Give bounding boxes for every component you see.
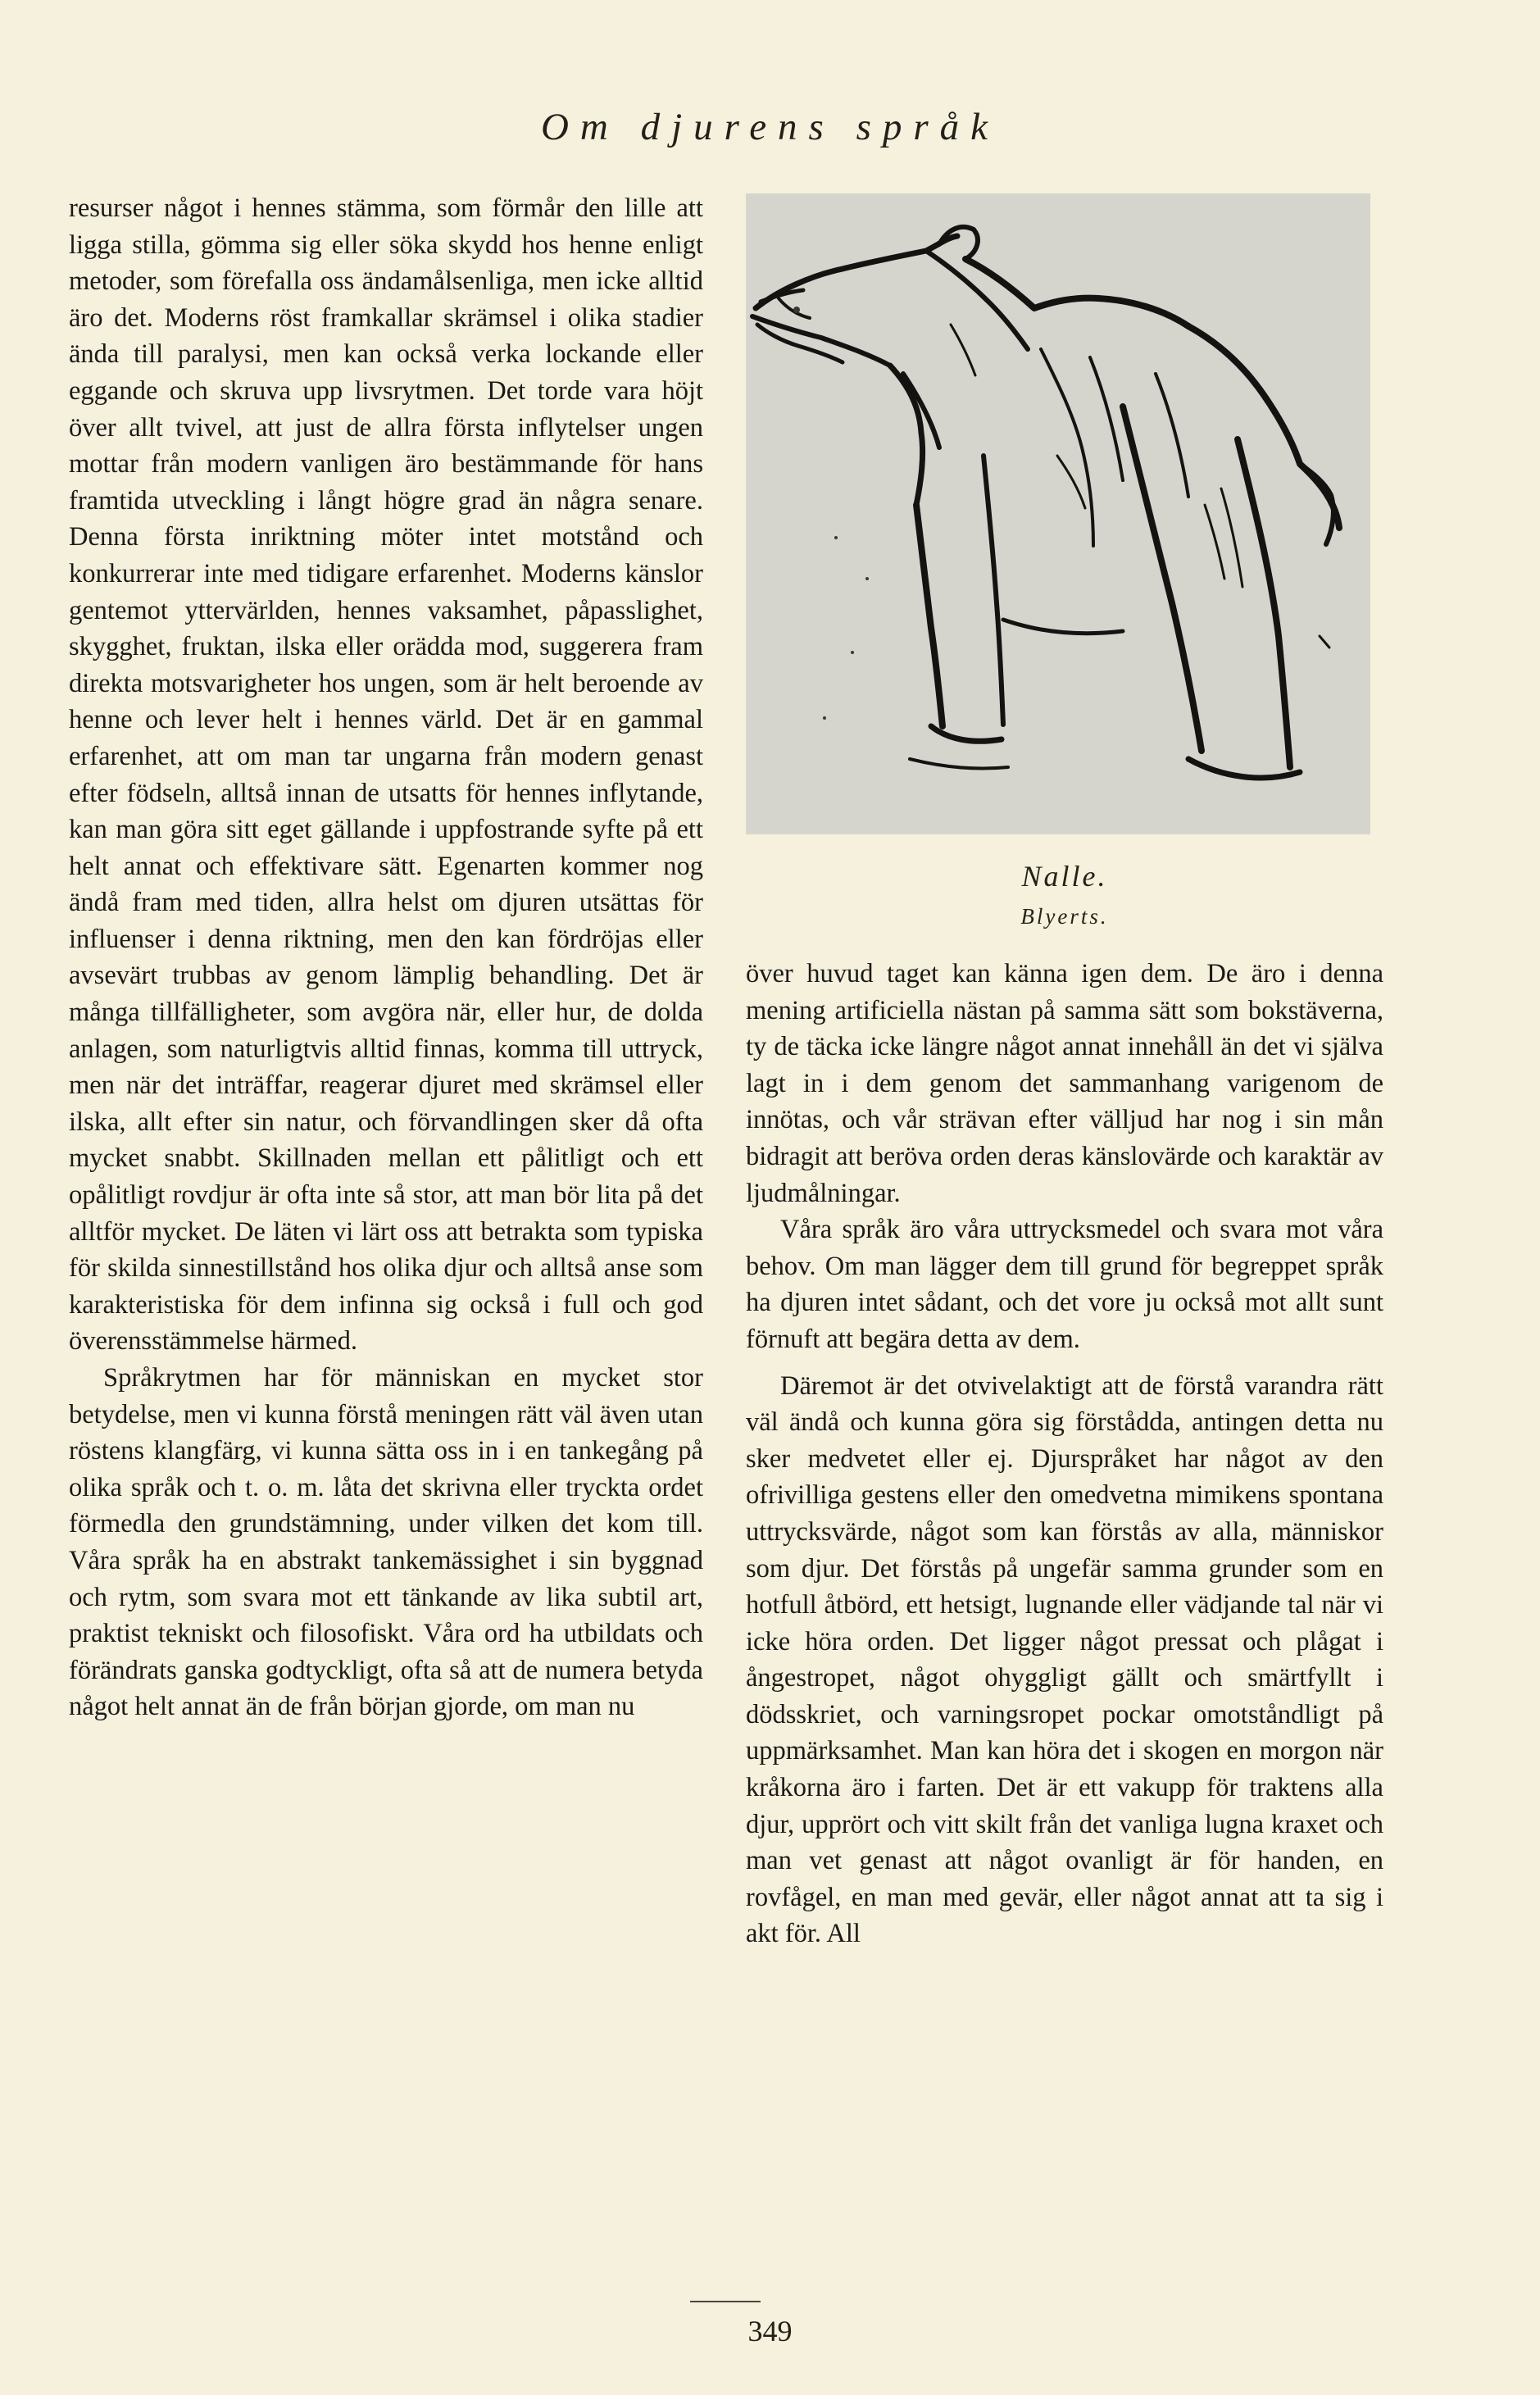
page-number: 349 <box>747 2315 793 2347</box>
body-paragraph: Våra språk äro våra uttrycksmedel och svara mot våra behov. Om man lägger dem till grund för begreppet språk ha djuren intet sådant, och det vore ju också mot allt sunt förnuft att begära detta av dem. <box>746 1215 1383 1354</box>
bear-sketch-icon <box>746 193 1370 834</box>
figure-caption-medium: Blyerts. <box>1020 904 1109 929</box>
body-paragraph: resurser något i hennes stämma, som förmår den lille att ligga stilla, gömma sig eller söka skydd hos henne enligt metoder, som förefalla oss ändamålsenliga, men icke alltid äro det. Moderns röst framkallar skrämsel i olika stadier ända till paralysi, men kan också verka lockande eller eggande och skruva upp livsrytmen. Det torde vara höjt över allt tvivel, att just de allra första inflytelser ungen mottar från modern vanligen äro bestämmande för hans framtida utveckling i långt högre grad än några senare. Denna första inriktning möter intet motstånd och konkurrerar inte med tidigare erfarenhet. Moderns känslor gentemot yttervärlden, hennes vaksamhet, påpasslighet, skygghet, fruktan, ilska eller orädda mod, suggerera fram direkta motsvarigheter hos ungen, som är helt beroende av henne och lever helt i hennes värld. Det är en gammal erfarenhet, att om man tar ungarna från modern genast efter födseln, alltså innan de utsatts för hennes inflytande, kan man göra sitt eget gällande i uppfostrande syfte på ett helt annat och effektivare sätt. Egenarten kommer nog ändå fram med tiden, allra helst om djuren utsättas för influenser i denna riktning, men den kan fördröjas eller avsevärt trubbas av genom lämplig behandling. Det är många tillfälligheter, som avgöra när, eller hur, de dolda anlagen, som naturligtvis alltid finnas, komma till uttryck, men när det inträffar, reagerar djuret med skrämsel eller ilska, allt efter sin natur, och förvandlingen sker då ofta mycket snabbt. Skillnaden mellan ett pålitligt och ett opålitligt rovdjur är ofta inte så stor, att man bör lita på det alltför mycket. De läten vi lärt oss att betrakta som typiska för skilda sinnestillstånd hos olika djur och alltså anse som karakteristiska för dem infinna sig också i full och god överensstämmelse härmed. <box>69 193 703 1357</box>
running-header: Om djurens språk <box>540 106 1000 148</box>
body-paragraph: över huvud taget kan känna igen dem. De äro i denna mening artificiella nästan på samma sätt som bokstäverna, ty de täcka icke längre något annat innehåll än det vi själva lagt in i dem genom det sammanhang varigenom de innötas, och vår strävan efter välljud har nog i sin mån bidragit att beröva orden deras känslovärde och karaktär av ljudmålningar. <box>746 959 1383 1208</box>
right-column <box>746 956 1383 1952</box>
body-paragraph: Däremot är det otvivelaktigt att de förstå varandra rätt väl ändå och kunna göra sig förstådda, antingen detta nu sker medvetet eller ej. Djurspråket har något av den ofrivilliga gestens eller den omedvetna mimikens spontana uttrycksvärde, något som kan förstås av alla, människor som djur. Det förstås på ungefär samma grunder som en hotfull åtbörd, ett hetsigt, lugnande eller vädjande tal när vi icke höra orden. Det ligger något pressat och plågat i ångestropet, något ohyggligt gällt och smärtfyllt i dödsskriet, och varningsropet pockar omotståndligt på uppmärksamhet. Man kan höra det i skogen en morgon när kråkorna äro i farten. Det är ett vakupp för traktens alla djur, upprört och vitt skilt från det vanliga lugna kraxet och man vet genast att något ovanligt är för handen, en rovfågel, en man med gevär, eller något annat att ta sig i akt för. All <box>746 1370 1383 1949</box>
bear-sketch-figure <box>746 193 1370 834</box>
figure-caption-title: Nalle. <box>1021 860 1108 893</box>
left-column <box>69 190 703 1725</box>
body-paragraph: Språkrytmen har för människan en mycket stor betydelse, men vi kunna förstå meningen rätt väl även utan röstens klangfärg, vi kunna sätta oss in i en tankegång på olika språk och t. o. m. låta det skrivna eller tryckta ordet förmedla den grundstämning, under vilken det kom till. Våra språk ha en abstrakt tankemässighet i sin byggnad och rytm, som svara mot ett tänkande av lika subtil art, praktist tekniskt och filosofiskt. Våra ord ha utbildats och förändrats ganska godtyckligt, ofta så att de numera betyda något helt annat än de från början gjorde, om man nu <box>69 1363 703 1722</box>
folio-rule <box>690 2301 761 2302</box>
